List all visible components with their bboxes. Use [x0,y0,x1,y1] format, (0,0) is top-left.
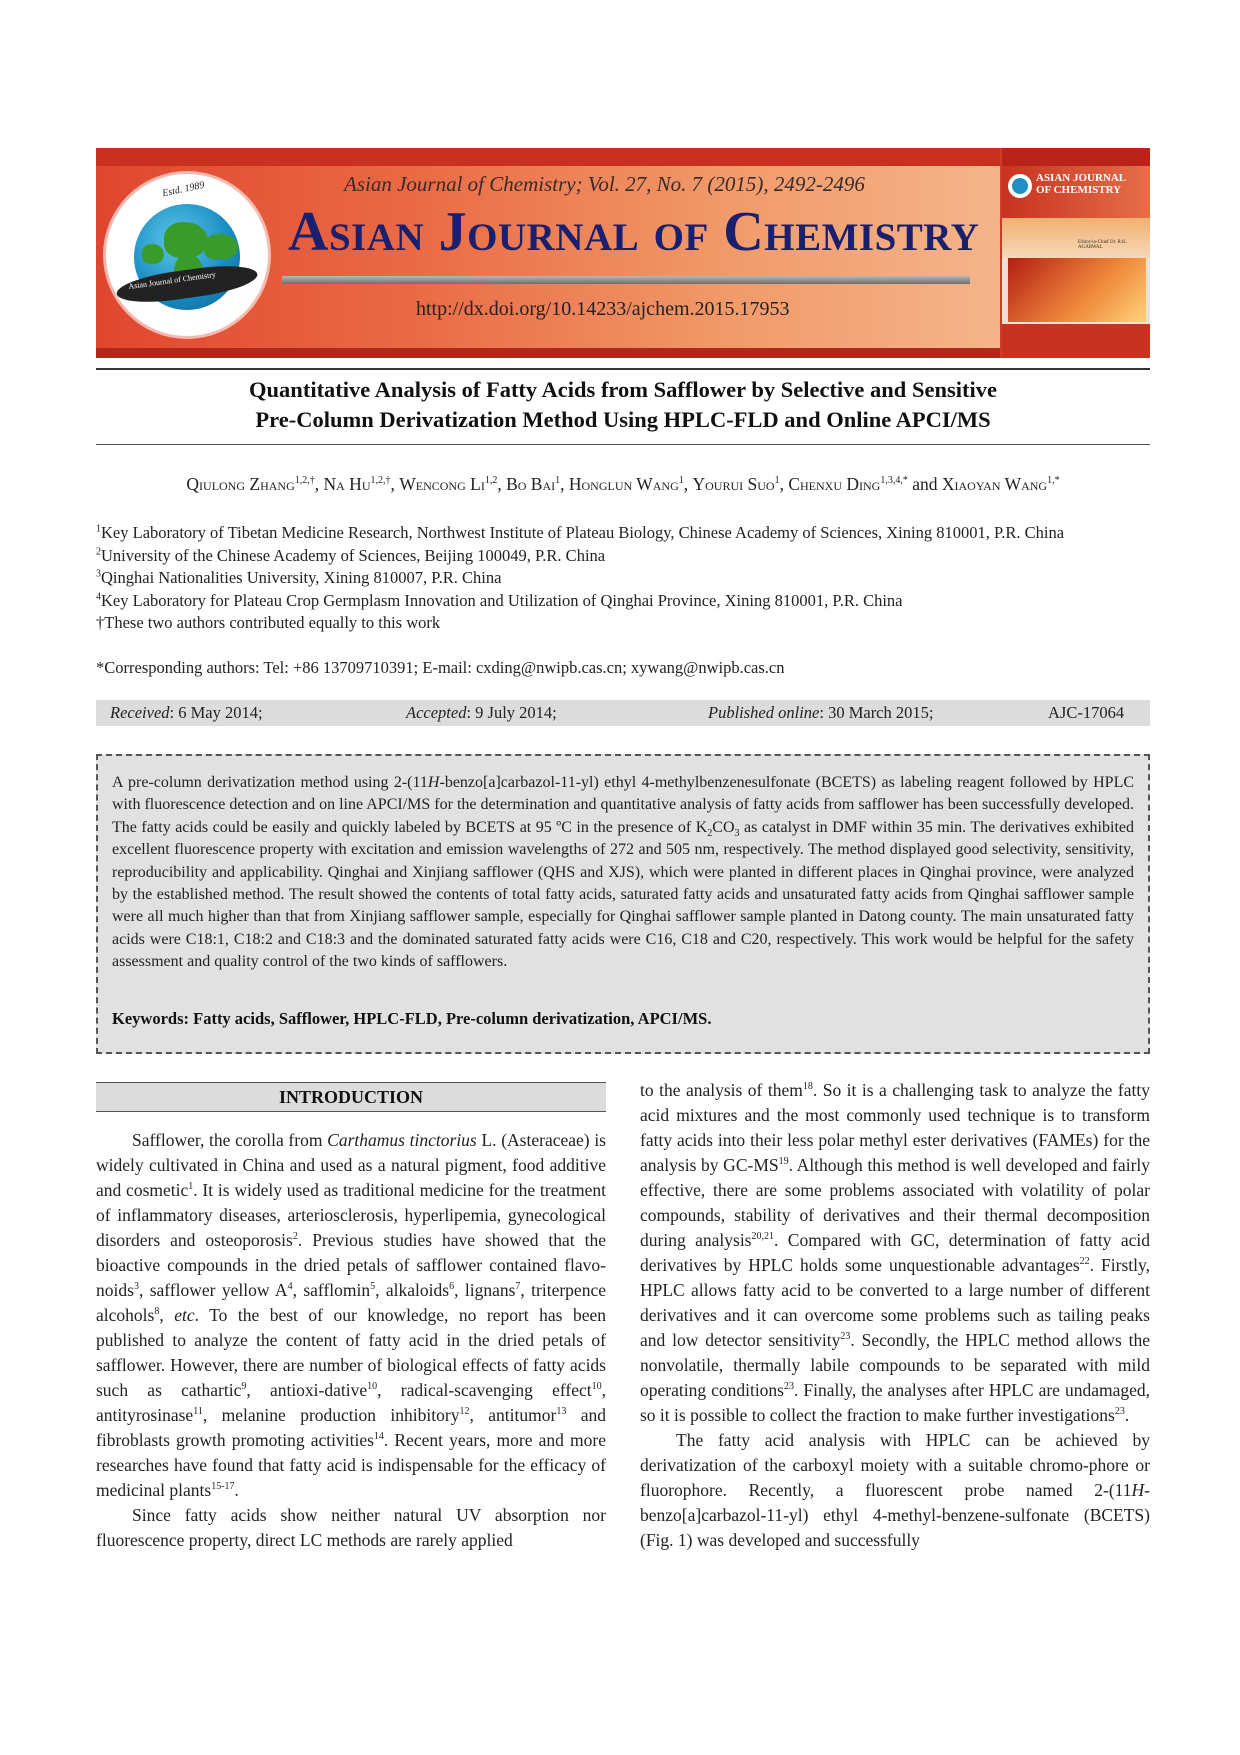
article-id: AJC-17064 [1048,703,1125,722]
corresponding-authors: *Corresponding authors: Tel: +86 13709710391; E-mail: cxding@nwipb.cas.cn; xywang@nwipb.cas.cn [96,658,785,677]
affiliations [96,522,1156,635]
body-column-right [640,1078,1150,1553]
banner-divider [282,276,970,284]
cover-editor: Editor-in-Chief Dr. R.K. AGARWAL [1078,240,1127,250]
cover-logo-icon [1008,174,1032,198]
accepted-date: Accepted: 9 July 2014; [406,703,557,722]
body-column-left [96,1128,606,1553]
publication-dates [96,700,1150,726]
journal-citation: Asian Journal of Chemistry; Vol. 27, No. 7 (2015), 2492-2496 [344,172,865,196]
affiliation-item: $^3$Qinghai Nationalities University, Xining 810007, P.R. China [96,568,502,587]
paragraph: The fatty acid analysis with HPLC can be achieved by derivatization of the carboxyl moiety with a suitable chromo-phore or fluorophore. Recently, a fluorescent probe named 2-(11H-benzo[a]carbazol-11-yl) ethyl 4-methyl-benzene-sulfonate (BCETS) (Fig. 1) was developed and successfully [640,1430,1150,1550]
affiliation-item: †These two authors contributed equally to this work [96,613,441,632]
doi-link[interactable]: http://dx.doi.org/10.14233/ajchem.2015.17953 [416,298,790,320]
paragraph: Since fatty acids show neither natural UV absorption nor fluorescence property, direct LC methods are rarely applied [96,1505,606,1550]
affiliation-item: $^4$Key Laboratory for Plateau Crop Germplasm Innovation and Utilization of Qinghai Province, Xining 810001, P.R. China [96,590,903,610]
paragraph: Safflower, the corolla from Carthamus tinctorius L. (Asteraceae) is widely cultivated in China and used as a natural pigment, food additive and cosmetic$^1$. It is widely used as traditional medicine for the treatment of inflammatory diseases, arteriosclerosis, hyperlipemia, gynecological disorders and osteoporosis$^2$. Previous studies have showed that the bioactive compounds in the dried petals of safflower contained flavo-noids$^3$, safflower yellow $A^4$, safflomin$^5$, alkaloids$^6$, lignans$^7$, triterpence alcohols$^8$, etc. To the best of our knowledge, no report has been published to analyze the content of fatty acid in the dried petals of safflower. However, there are number of biological effects of fatty acids such as cathartic$^9$, antioxi-dative$^{10}$, radical-scavenging effect$^{10}$, antityrosinase$^{11}$, melanine production inhibitory$^{12}$, antitumor$^{13}$ and fibroblasts growth promoting activities$^{14}$. Recent years, more and more researches have found that fatty acid is indispensable for the efficacy of medicinal plants$^{15-17}$. [96,1130,606,1500]
logo-estd: Estd. 1989 [161,179,206,200]
received-date: Received: 6 May 2014; [110,703,263,722]
keywords: Keywords: Fatty acids, Safflower, HPLC-FLD, Pre-column derivatization, APCI/MS. [112,1009,712,1028]
cover-lab-image [1008,258,1146,322]
journal-cover-thumbnail [1000,148,1150,358]
journal-logo [106,174,268,336]
title-bottom-rule [96,444,1150,445]
abstract-text: A pre-column derivatization method using 2-(11H-benzo[a]carbazol-11-yl) ethyl 4-methylbenzenesulfonate (BCETS) as labeling reagent followed by HPLC with fluorescence detection and on line APCI/MS for the determination and quantitative analysis of fatty acids from safflower has been successfully developed. The fatty acids could be easily and quickly labeled by BCETS at 95 ºC in the presence of $K_2CO_3$ as catalyst in DMF within 35 min. The derivatives exhibited excellent fluorescence property with excitation and emission wavelengths of 272 and 505 nm, respectively. The method displayed good selectivity, sensitivity, reproducibility and applicability. Qinghai and Xinjiang safflower (QHS and XJS), which were planted in different places in Qinghai province, were analyzed by the established method. The result showed the contents of total fatty acids, saturated fatty acids and unsaturated fatty acids from Qinghai safflower sample were all much higher than that from Xinjiang safflower sample, especially for Qinghai safflower sample planted in Datong county. The main unsaturated fatty acids were C18:1, C18:2 and C18:3 and the dominated saturated fatty acids were C16, C18 and C20, respectively. This work would be helpful for the safety assessment and quality control of the two kinds of safflowers. [112,774,1135,971]
journal-title: Asian Journal of Chemistry [288,201,980,263]
affiliation-item: $^2$University of the Chinese Academy of Sciences, Beijing 100049, P.R. China [96,545,606,565]
author-list: Qiulong Zhang$^{1,2,\dagger}$, Na $Hu^{1,2,\dagger}$, Wencong Li$^{1,2}$, Bo Bai$^1$, Honglun Wang$^1$, Yourui Suo$^1$, Chenxu Ding$^{1,3,4,*}$ and Xiaoyan Wang$^{1,*}$ [186,474,1060,494]
paper-title: Quantitative Analysis of Fatty Acids from Safflower by Selective and Sensitive Pre-Column Derivatization Method Using HPLC-FLD and Online APCI/MS [249,377,997,432]
cover-title: ASIAN JOURNAL OF CHEMISTRY [1036,172,1127,196]
banner-top-strip [96,148,1000,166]
banner-bottom-strip [96,348,1000,358]
affiliation-item: $^1$Key Laboratory of Tibetan Medicine Research, Northwest Institute of Plateau Biology, Chinese Academy of Sciences, Xining 810001, P.R. China [96,523,1065,542]
abstract-box [96,754,1150,1054]
title-top-rule [96,368,1150,370]
published-date: Published online: 30 March 2015; [708,703,934,722]
journal-banner [96,148,1150,358]
paragraph: to the analysis of them$^{18}$. So it is a challenging task to analyze the fatty acid mixtures and the most commonly used technique is to transform fatty acids into their less polar methyl ester derivatives (FAMEs) for the analysis by GC-MS$^{19}$. Although this method is well developed and fairly effective, there are some problems associated with volatility of polar compounds, stability of derivatives and their thermal decomposition during analysis$^{20,21}$. Compared with GC, determination of fatty acid derivatives by HPLC holds some unquestionable advantages$^{22}$. Firstly, HPLC allows fatty acid to be converted to a large number of different derivatives and it can overcome some problems such as tailing peaks and low detector sensitivity$^{23}$. Secondly, the HPLC method allows the nonvolatile, thermally labile compounds to be separated with mild operating conditions$^{23}$. Finally, the analyses after HPLC are undamaged, so it is possible to collect the fraction to make further investigations$^{23}$. [640,1080,1151,1425]
section-heading: INTRODUCTION [96,1082,606,1112]
logo-ribbon-text: Asian Journal of Chemistry [127,269,217,292]
